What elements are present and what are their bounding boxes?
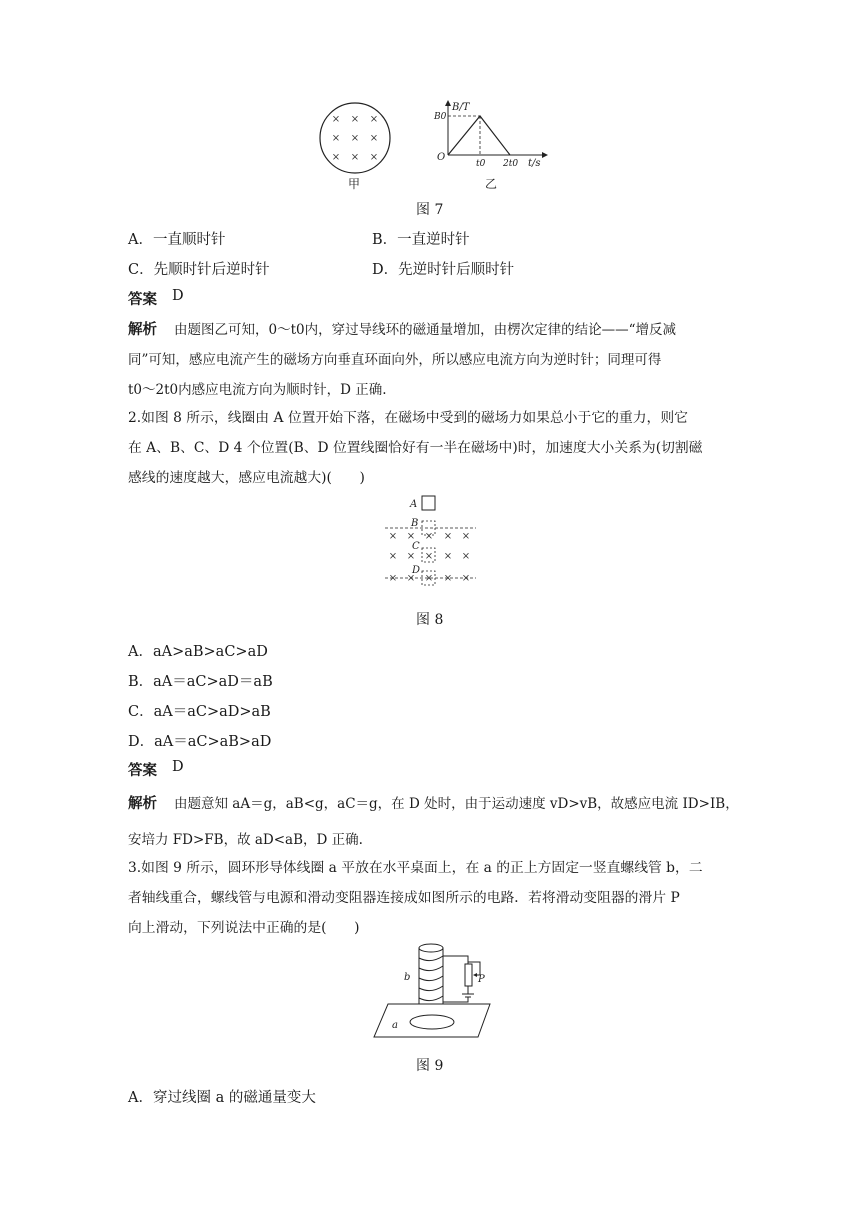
q3-stem-line-1: 3.如图 9 所示，圆环形导体线圈 a 平放在水平桌面上，在 a 的正上方固定一竖直螺线管 b，二 bbox=[128, 860, 703, 876]
svg-text:×: × bbox=[406, 531, 416, 542]
svg-text:×: × bbox=[331, 133, 341, 144]
svg-text:×: × bbox=[424, 531, 434, 542]
fig9-label-a: a bbox=[392, 1020, 398, 1031]
svg-text:×: × bbox=[461, 531, 471, 542]
fig7-x-tick-1: t0 bbox=[476, 159, 486, 169]
fig7-left-label: 甲 bbox=[348, 177, 361, 191]
svg-text:×: × bbox=[369, 114, 379, 125]
fig8-label-c: C bbox=[412, 541, 420, 552]
q1-analysis-line-3: t0～2t0内感应电流方向为顺时针，D 正确. bbox=[128, 382, 387, 398]
fig7-origin: O bbox=[437, 152, 446, 163]
q2-option-a: A．aA>aB>aC>aD bbox=[128, 644, 268, 660]
fig7-y-tick: B0 bbox=[434, 112, 447, 122]
q1-analysis-line-1: 由题图乙可知，0～t0内，穿过导线环的磁通量增加，由楞次定律的结论——“增反减 bbox=[174, 322, 677, 338]
q2-stem-line-1: 2.如图 8 所示，线圈由 A 位置开始下落，在磁场中受到的磁场力如果总小于它的重力，则它 bbox=[128, 410, 688, 426]
q3-option-a: A．穿过线圈 a 的磁通量变大 bbox=[128, 1090, 316, 1106]
svg-text:×: × bbox=[443, 573, 453, 584]
svg-text:×: × bbox=[461, 551, 471, 562]
figure-9 bbox=[370, 942, 500, 1042]
figure-8 bbox=[380, 492, 490, 596]
q1-option-b: B．一直逆时针 bbox=[372, 232, 470, 248]
svg-text:×: × bbox=[369, 152, 379, 163]
q2-answer-label: 答案 bbox=[128, 762, 157, 779]
svg-text:×: × bbox=[406, 551, 416, 562]
figure-7 bbox=[310, 100, 560, 195]
svg-text:×: × bbox=[331, 152, 341, 163]
q2-analysis-label: 解析 bbox=[128, 795, 157, 812]
q2-option-d: D．aA＝aC>aB>aD bbox=[128, 734, 272, 750]
fig8-label-b: B bbox=[411, 518, 419, 529]
svg-text:×: × bbox=[424, 573, 434, 584]
q1-option-c: C．先顺时针后逆时针 bbox=[128, 262, 270, 278]
q2-analysis-line-1: 由题意知 aA＝g，aB<g，aC＝g，在 D 处时，由于运动速度 vD>vB，故感应电流 ID>IB， bbox=[174, 796, 739, 812]
q3-stem-line-2: 者轴线重合，螺线管与电源和滑动变阻器连接成如图所示的电路．若将滑动变阻器的滑片 P bbox=[128, 890, 680, 906]
fig9-label-b: b bbox=[404, 972, 411, 983]
q2-analysis-line-2: 安培力 FD>FB，故 aD<aB，D 正确. bbox=[128, 832, 363, 848]
svg-text:×: × bbox=[388, 573, 398, 584]
q1-option-a: A．一直顺时针 bbox=[128, 232, 226, 248]
svg-text:×: × bbox=[350, 152, 360, 163]
svg-text:×: × bbox=[443, 531, 453, 542]
svg-text:×: × bbox=[443, 551, 453, 562]
svg-text:×: × bbox=[461, 573, 471, 584]
svg-text:×: × bbox=[331, 114, 341, 125]
svg-text:×: × bbox=[350, 133, 360, 144]
q1-answer: D bbox=[172, 288, 184, 304]
fig8-label-d: D bbox=[412, 565, 421, 576]
q1-option-d: D．先逆时针后顺时针 bbox=[372, 262, 515, 278]
q2-answer: D bbox=[172, 759, 184, 775]
q1-answer-label: 答案 bbox=[128, 291, 157, 308]
field-circle-diagram bbox=[320, 103, 390, 173]
fig7-caption: 图 7 bbox=[416, 202, 444, 218]
fig8-caption: 图 8 bbox=[416, 612, 444, 628]
q2-stem-line-3: 感线的速度越大，感应电流越大)( ) bbox=[128, 470, 365, 486]
fig7-x-tick-2: 2t0 bbox=[503, 159, 519, 169]
fig9-caption: 图 9 bbox=[416, 1058, 444, 1074]
fig9-label-p: P bbox=[478, 974, 485, 985]
svg-text:×: × bbox=[406, 573, 416, 584]
fig7-right-label: 乙 bbox=[485, 177, 498, 191]
fig7-y-axis-label: B/T bbox=[452, 102, 470, 113]
fig7-x-axis-label: t/s bbox=[528, 158, 541, 169]
fig8-label-a: A bbox=[410, 499, 418, 510]
q3-stem-line-3: 向上滑动，下列说法中正确的是( ) bbox=[128, 920, 360, 936]
q2-option-b: B．aA＝aC>aD＝aB bbox=[128, 674, 273, 690]
q1-analysis-label: 解析 bbox=[128, 321, 157, 338]
svg-text:×: × bbox=[388, 531, 398, 542]
q1-analysis-line-2: 同”可知，感应电流产生的磁场方向垂直环面向外，所以感应电流方向为逆时针；同理可得 bbox=[128, 352, 662, 368]
svg-text:×: × bbox=[369, 133, 379, 144]
svg-text:×: × bbox=[350, 114, 360, 125]
svg-text:×: × bbox=[424, 551, 434, 562]
svg-text:×: × bbox=[388, 551, 398, 562]
q2-stem-line-2: 在 A、B、C、D 4 个位置(B、D 位置线圈恰好有一半在磁场中)时，加速度大小关系为(切割磁 bbox=[128, 440, 703, 456]
q2-option-c: C．aA＝aC>aD>aB bbox=[128, 704, 271, 720]
